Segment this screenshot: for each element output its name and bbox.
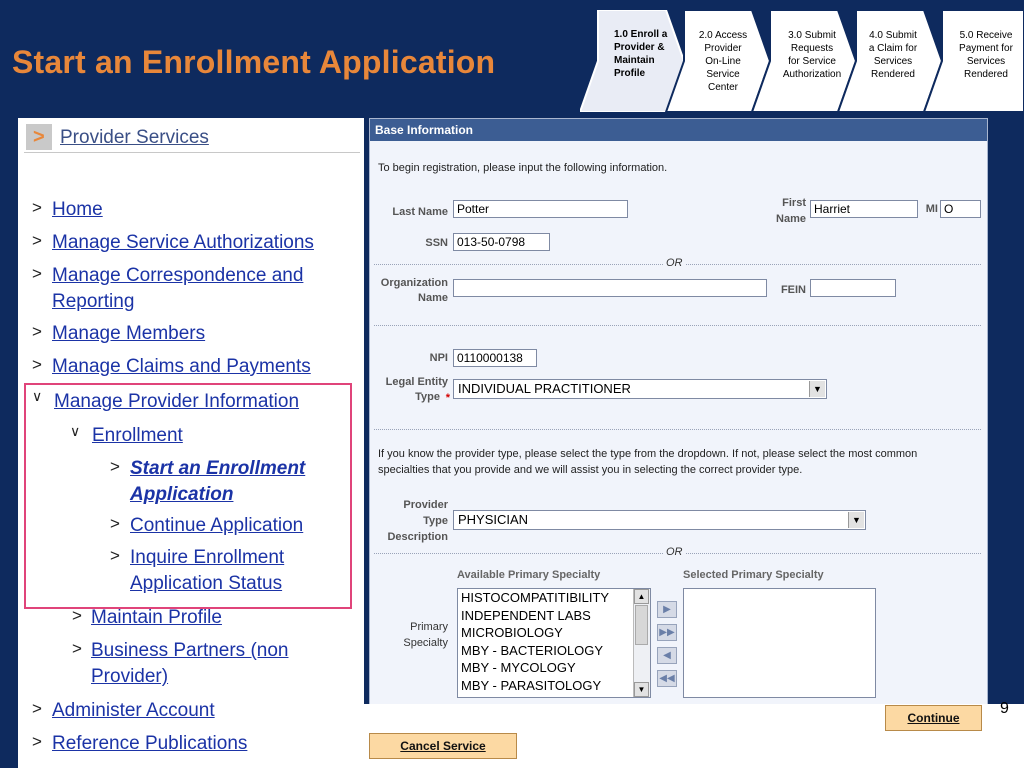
ssn-input[interactable]: 013-50-0798 [453, 233, 550, 251]
available-specialty-header: Available Primary Specialty [457, 569, 601, 581]
chevron-right-icon: > [110, 457, 120, 476]
nav-start-enrollment-application-line2[interactable]: Application [130, 484, 234, 505]
nav-inquire-enrollment-status-line2[interactable]: Application Status [130, 573, 283, 594]
chevron-right-icon: > [32, 322, 42, 341]
provider-services-header [24, 122, 360, 153]
nav-provider-information[interactable]: Manage Provider Information [54, 391, 300, 412]
or-separator: OR [663, 257, 686, 269]
list-item[interactable]: MBY - MYCOLOGY [461, 660, 576, 676]
organization-name-input[interactable] [453, 279, 767, 297]
chevron-right-icon: > [32, 198, 42, 217]
step-2-label: 2.0 Access Provider On-Line Service Center [698, 30, 748, 93]
first-name-input[interactable]: Harriet [810, 200, 918, 218]
scroll-down-icon[interactable]: ▼ [634, 682, 649, 697]
nav-reference-publications[interactable]: Reference Publications [52, 733, 248, 754]
legal-entity-type-value: INDIVIDUAL PRACTITIONER [458, 381, 631, 396]
legal-entity-type-label-line2: Type [415, 391, 440, 403]
left-edge-bar [0, 118, 18, 768]
npi-input[interactable]: 0110000138 [453, 349, 537, 367]
organization-name-label: Organization [380, 277, 448, 289]
continue-button[interactable]: Continue [885, 705, 982, 731]
chevron-right-icon: > [32, 264, 42, 283]
first-name-label-line2: Name [776, 213, 806, 225]
move-left-icon[interactable]: ◀ [657, 647, 677, 664]
provider-type-label: Provider [403, 499, 448, 511]
nav-business-partners[interactable]: Business Partners (non [91, 640, 289, 661]
chevron-right-icon: > [32, 732, 42, 751]
divider [374, 325, 981, 326]
required-asterisk: * [445, 392, 450, 404]
legal-entity-type-select[interactable] [453, 379, 827, 399]
last-name-label: Last Name [392, 206, 448, 218]
ssn-label: SSN [425, 237, 448, 249]
base-information-form [369, 118, 988, 706]
primary-specialty-label: Primary [410, 621, 448, 633]
scrollbar[interactable] [633, 589, 650, 697]
nav-claims-payments[interactable]: Manage Claims and Payments [52, 356, 311, 377]
step-3-label: 3.0 Submit Requests for Service Authorization [782, 30, 842, 80]
provider-type-label-line2: Type [423, 515, 448, 527]
chevron-right-icon: > [72, 606, 82, 625]
nav-service-authorizations[interactable]: Manage Service Authorizations [52, 232, 314, 253]
nav-inquire-enrollment-status[interactable]: Inquire Enrollment [130, 547, 285, 568]
provider-services-title[interactable]: Provider Services [60, 127, 209, 148]
chevron-right-icon: > [110, 514, 120, 533]
cancel-service-button[interactable]: Cancel Service [369, 733, 517, 759]
chevron-right-icon: > [72, 639, 82, 658]
move-all-left-icon[interactable]: ◀◀ [657, 670, 677, 687]
list-item[interactable]: HISTOCOMPATITIBILITY [461, 590, 610, 605]
provider-type-value: PHYSICIAN [458, 512, 529, 527]
dropdown-arrow-icon[interactable]: ▼ [848, 512, 864, 528]
organization-name-label-line2: Name [418, 292, 448, 304]
divider [374, 429, 981, 430]
step-5-label: 5.0 Receive Payment for Services Rendered [959, 30, 1013, 80]
selected-specialty-header: Selected Primary Specialty [683, 569, 824, 581]
chevron-right-icon: > [32, 699, 42, 718]
step-1-label: 1.0 Enroll a Provider & Maintain Profile [614, 29, 668, 79]
nav-administer-account[interactable]: Administer Account [52, 700, 215, 721]
move-all-right-icon[interactable]: ▶▶ [657, 624, 677, 641]
chevron-right-icon: > [110, 546, 120, 565]
nav-home[interactable]: Home [52, 199, 103, 220]
nav-maintain-profile[interactable]: Maintain Profile [91, 607, 222, 628]
list-item[interactable]: MICROBIOLOGY [461, 625, 563, 641]
last-name-input[interactable]: Potter [453, 200, 628, 218]
selected-specialty-list[interactable] [683, 588, 876, 698]
chevron-right-icon: > [32, 355, 42, 374]
chevron-right-icon: > [32, 231, 42, 250]
primary-specialty-label-line2: Specialty [403, 637, 448, 649]
available-specialty-list[interactable] [457, 588, 651, 698]
page-number: 9 [1000, 700, 1009, 717]
nav-members[interactable]: Manage Members [52, 323, 206, 344]
mi-input[interactable]: O [940, 200, 981, 218]
list-item[interactable]: MBY - PARASITOLOGY [461, 677, 602, 693]
npi-label: NPI [429, 352, 448, 364]
chevron-down-icon: ∨ [32, 388, 43, 404]
provider-type-note-line2: specialties that you provide and we will assist you in selecting the correct provider type. [378, 464, 803, 476]
list-item[interactable]: INDEPENDENT LABS [461, 607, 591, 623]
nav-enrollment[interactable]: Enrollment [92, 425, 183, 446]
or-separator: OR [663, 546, 686, 558]
nav-start-enrollment-application[interactable]: Start an Enrollment [130, 458, 306, 479]
legal-entity-type-label: Legal Entity [385, 376, 448, 388]
mi-label: MI [925, 203, 938, 215]
chevron-down-icon: ∨ [70, 423, 81, 439]
slide-header [0, 0, 1024, 118]
nav-correspondence-line2[interactable]: Reporting [52, 291, 135, 312]
fein-input[interactable] [810, 279, 896, 297]
nav-business-partners-line2[interactable]: Provider) [91, 666, 169, 687]
nav-correspondence[interactable]: Manage Correspondence and [52, 265, 304, 286]
scroll-up-icon[interactable]: ▲ [634, 589, 649, 604]
step-4-label: 4.0 Submit a Claim for Services Rendered [868, 30, 918, 80]
nav-continue-application[interactable]: Continue Application [130, 515, 304, 536]
form-header: Base Information [370, 119, 987, 141]
chevron-right-icon: > [26, 124, 52, 150]
fein-label: FEIN [780, 284, 806, 296]
provider-type-note: If you know the provider type, please select the type from the dropdown. If not, please select the most common [378, 448, 918, 460]
provider-type-select[interactable] [453, 510, 866, 530]
dropdown-arrow-icon[interactable]: ▼ [809, 381, 825, 397]
form-intro: To begin registration, please input the following information. [378, 162, 668, 174]
move-right-icon[interactable]: ▶ [657, 601, 677, 618]
provider-services-nav [18, 118, 364, 768]
list-item[interactable]: MBY - BACTERIOLOGY [461, 642, 604, 658]
provider-type-label-line3: Description [387, 531, 448, 543]
slide-title: Start an Enrollment Application [12, 44, 496, 80]
scroll-thumb[interactable] [635, 605, 648, 645]
first-name-label: First [782, 197, 806, 209]
